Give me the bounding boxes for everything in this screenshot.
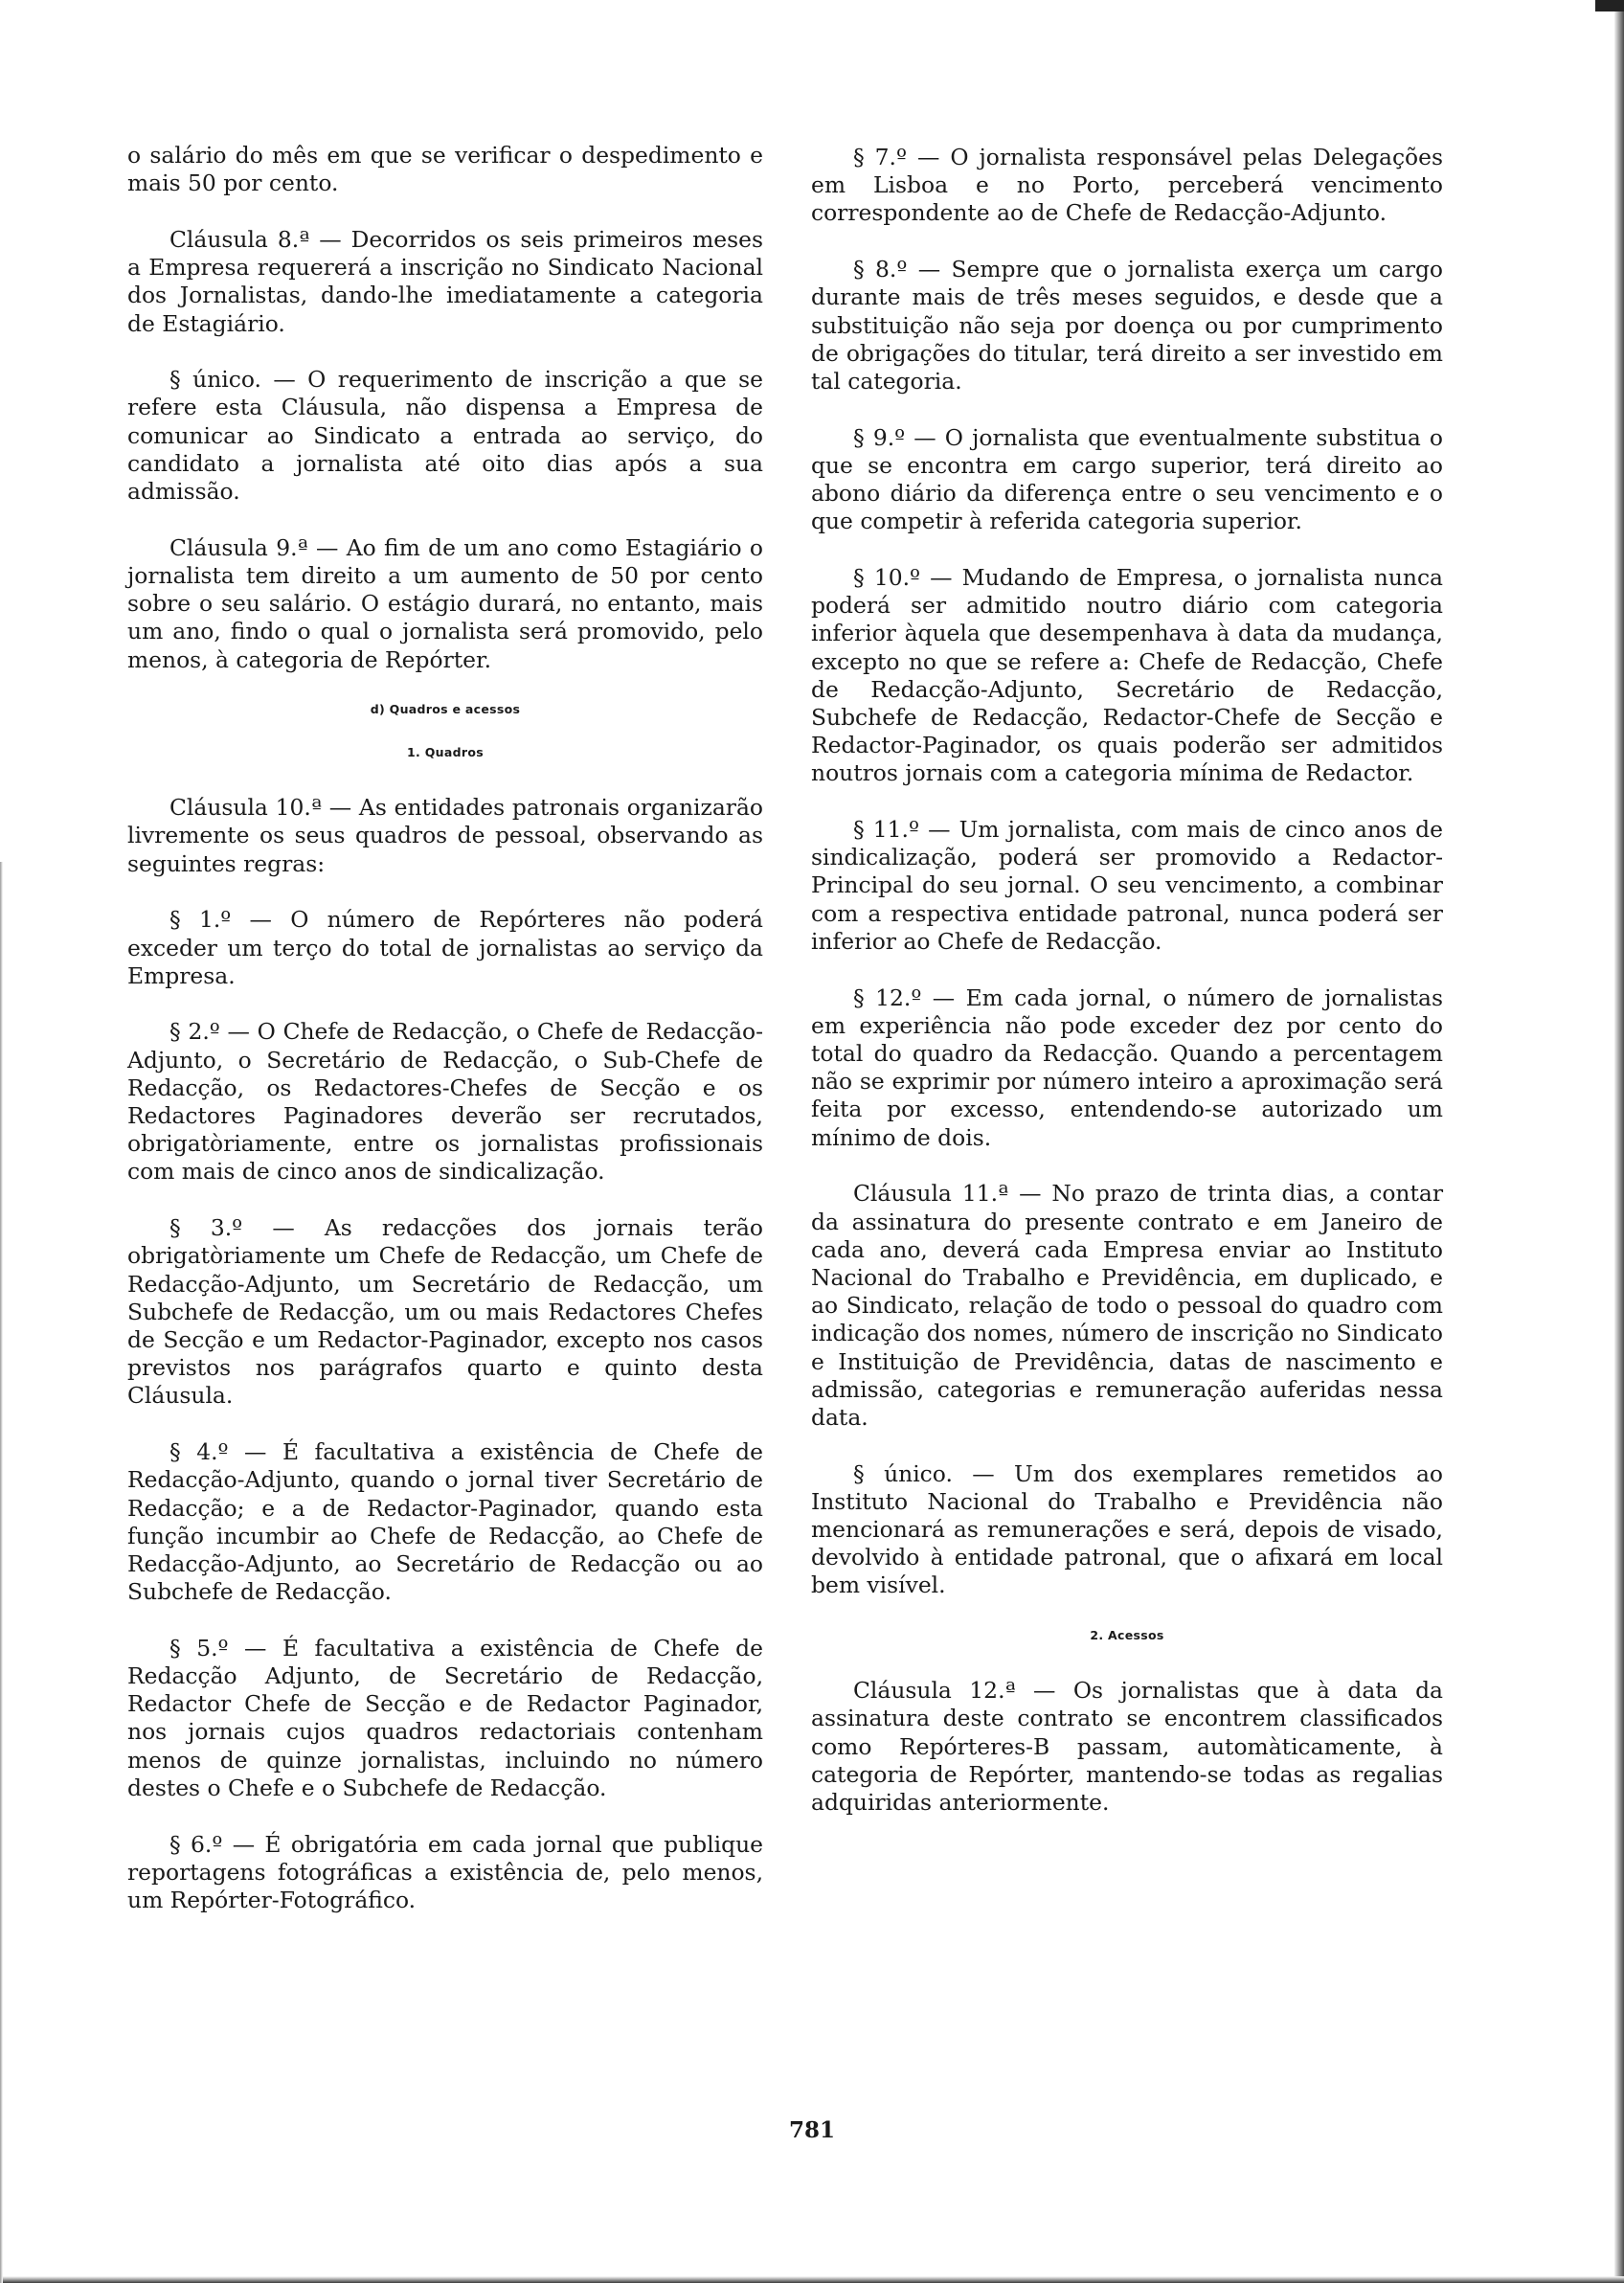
paragraph: § 3.º — As redacções dos jornais terão obrigatòriamente um Chefe de Redacção, um Chefe de Redacção-Adjunto, um Secretário de Redacção, um Subchefe de Redacção, um ou mais Redactores Chefes de Secção e um Redactor-Paginador, excepto nos casos previstos nos parágrafos quarto e quinto desta Cláusula. (127, 1214, 763, 1410)
page-number: 781 (788, 2117, 835, 2143)
paragraph: § 5.º — É facultativa a existência de Chefe de Redacção Adjunto, de Secretário de Redacção, Redactor Chefe de Secção e de Redactor Paginador, nos jornais cujos quadros redactoriais contenham menos de quinze jornalistas, incluindo no número destes o Chefe e o Subchefe de Redacção. (127, 1634, 763, 1801)
paragraph-clausula-11: Cláusula 11.ª — No prazo de trinta dias, a contar da assinatura do presente contrato e em Janeiro de cada ano, deverá cada Empresa enviar ao Instituto Nacional do Trabalho e Previdência, em duplicado, e ao Sindicato, relação de todo o pessoal do quadro com indicação dos nomes, número de inscrição no Sindicato e Instituição de Previdência, datas de nascimento e admissão, categorias e remuneração auferidas nessa data. (811, 1180, 1443, 1431)
paragraph: § único. — Um dos exemplares remetidos ao Instituto Nacional do Trabalho e Previdência não mencionará as remunerações e será, depois de visado, devolvido à entidade patronal, que o afixará em local bem visível. (811, 1459, 1443, 1599)
left-column (127, 142, 763, 1943)
paragraph: § 6.º — É obrigatória em cada jornal que publique reportagens fotográficas a existência de, pelo menos, um Repórter-Fotográfico. (127, 1830, 763, 1913)
paragraph-clausula-10: Cláusula 10.ª — As entidades patronais organizarão livremente os seus quadros de pessoal, observando as seguintes regras: (127, 794, 763, 877)
paragraph: o salário do mês em que se verificar o despedimento e mais 50 por cento. (127, 142, 763, 197)
subsection-heading: 2. Acessos (1090, 1628, 1164, 1643)
scan-edge-left (0, 862, 3, 2283)
paragraph: § 4.º — É facultativa a existência de Chefe de Redacção-Adjunto, quando o jornal tiver Secretário de Redacção; e a de Redactor-Paginador, quando esta função incumbir ao Chefe de Redacção, ao Chefe de Redacção-Adjunto, ao Secretário de Redacção ou ao Subchefe de Redacção. (127, 1438, 763, 1606)
paragraph: § 7.º — O jornalista responsável pelas Delegações em Lisboa e no Porto, perceberá vencimento correspondente ao de Chefe de Redacção-Adjunto. (811, 144, 1443, 227)
paragraph-clausula-9: Cláusula 9.ª — Ao fim de um ano como Estagiário o jornalista tem direito a um aumento de 50 por cento sobre o seu salário. O estágio durará, no entanto, mais um ano, findo o qual o jornalista será promovido, pelo menos, à categoria de Repórter. (127, 533, 763, 673)
section-heading: d) Quadros e acessos (370, 702, 521, 717)
paragraph: § 12.º — Em cada jornal, o número de jornalistas em experiência não pode exceder dez por cento do total do quadro da Redacção. Quando a percentagem não se exprimir por número inteiro a aproximação será feita por excesso, entendendo-se autorizado um mínimo de dois. (811, 983, 1443, 1151)
paragraph: § 10.º — Mudando de Empresa, o jornalista nunca poderá ser admitido noutro diário com categoria inferior àquela que desempenhava à data da mudança, excepto no que se refere a: Chefe de Redacção, Chefe de Redacção-Adjunto, Secretário de Redacção, Subchefe de Redacção, Redactor-Chefe de Secção e Redactor-Paginador, os quais poderão ser admitidos noutros jornais com a categoria mínima de Redactor. (811, 563, 1443, 787)
paragraph: § 11.º — Um jornalista, com mais de cinco anos de sindicalização, poderá ser promovido a Redactor-Principal do seu jornal. O seu vencimento, a combinar com a respectiva entidade patronal, nunca poderá ser inferior ao Chefe de Redacção. (811, 816, 1443, 955)
paragraph: § 2.º — O Chefe de Redacção, o Chefe de Redacção-Adjunto, o Secretário de Redacção, o Sub-Chefe de Redacção, os Redactores-Chefes de Secção e os Redactores Paginadores deverão ser recrutados, obrigatòriamente, entre os jornalistas profissionais com mais de cinco anos de sindicalização. (127, 1018, 763, 1186)
paragraph-clausula-12: Cláusula 12.ª — Os jornalistas que à data da assinatura deste contrato se encontrem classificados como Repórteres-B passam, automàticamente, à categoria de Repórter, mantendo-se todas as regalias adquiridas anteriormente. (811, 1677, 1443, 1816)
scan-edge-top (1595, 0, 1624, 11)
scan-edge-right (1614, 0, 1624, 2283)
paragraph-clausula-8: Cláusula 8.ª — Decorridos os seis primeiros meses a Empresa requererá a inscrição no Sindicato Nacional dos Jornalistas, dando-lhe imediatamente a categoria de Estagiário. (127, 225, 763, 337)
scan-edge-bottom (0, 2276, 1624, 2283)
paragraph: § único. — O requerimento de inscrição a que se refere esta Cláusula, não dispensa a Empresa de comunicar ao Sindicato a entrada ao serviço, do candidato a jornalista até oito dias após a sua admissão. (127, 366, 763, 506)
paragraph: § 8.º — Sempre que o jornalista exerça um cargo durante mais de três meses seguidos, e desde que a substituição não seja por doença ou por cumprimento de obrigações do titular, terá direito a ser investido em tal categoria. (811, 256, 1443, 395)
subsection-heading: 1. Quadros (407, 745, 484, 760)
paragraph: § 9.º — O jornalista que eventualmente substitua o que se encontra em cargo superior, terá direito ao abono diário da diferença entre o seu vencimento e o que competir à referida categoria superior. (811, 423, 1443, 535)
paragraph: § 1.º — O número de Repórteres não poderá exceder um terço do total de jornalistas ao serviço da Empresa. (127, 906, 763, 989)
right-column (811, 144, 1443, 1845)
